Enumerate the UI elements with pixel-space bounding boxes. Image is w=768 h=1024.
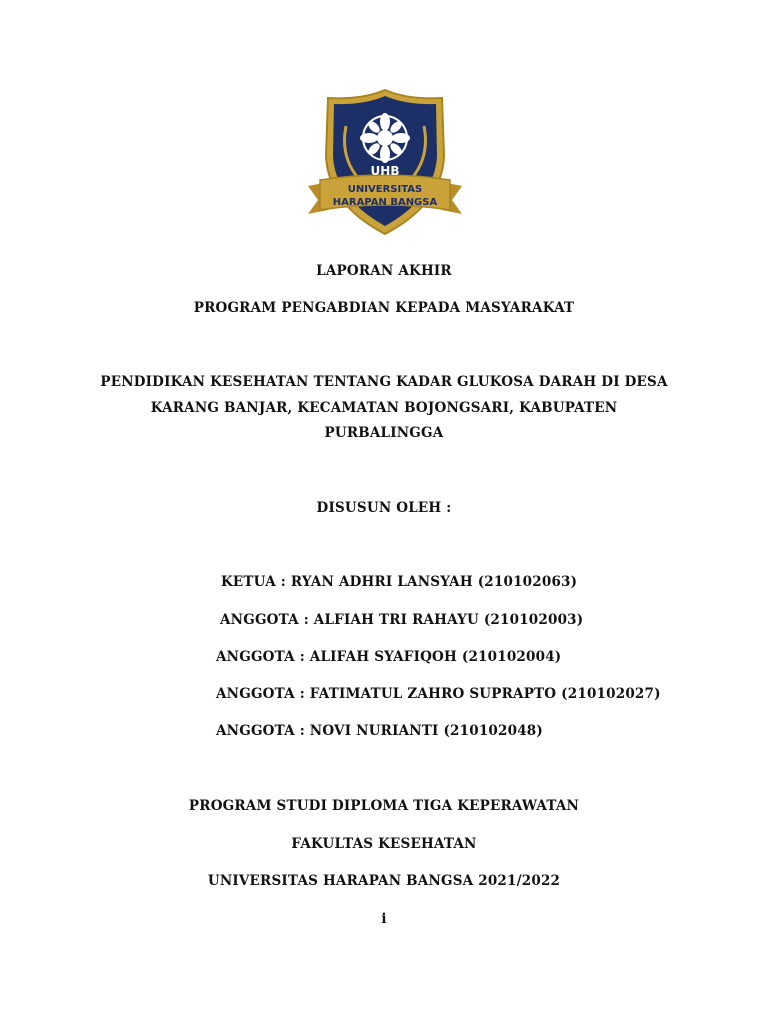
page-number: i [381, 911, 387, 927]
member-chair: KETUA : RYAN ADHRI LANSYAH (210102063) [221, 574, 578, 590]
university-logo [306, 86, 464, 238]
report-title-line-1: PENDIDIKAN KESEHATAN TENTANG KADAR GLUKOSA DARAH DI DESA [100, 374, 668, 390]
logo-name-line2: HARAPAN BANGSA [332, 197, 438, 208]
study-program: PROGRAM STUDI DIPLOMA TIGA KEPERAWATAN [188, 798, 580, 814]
member-item: ANGGOTA : FATIMATUL ZAHRO SUPRAPTO (210102027) [216, 686, 661, 702]
member-item: ANGGOTA : ALFIAH TRI RAHAYU (210102003) [220, 612, 584, 628]
university-year: UNIVERSITAS HARAPAN BANGSA 2021/2022 [207, 873, 561, 889]
faculty: FAKULTAS KESEHATAN [291, 836, 477, 852]
member-item: ANGGOTA : ALIFAH SYAFIQOH (210102004) [216, 649, 562, 665]
authored-by-heading: DISUSUN OLEH : [316, 500, 452, 516]
report-title-line-3: PURBALINGGA [324, 425, 444, 441]
report-title-line-2: KARANG BANJAR, KECAMATAN BOJONGSARI, KABUPATEN [150, 400, 618, 416]
member-item: ANGGOTA : NOVI NURIANTI (210102048) [216, 723, 543, 739]
report-program: PROGRAM PENGABDIAN KEPADA MASYARAKAT [193, 300, 575, 316]
report-type: LAPORAN AKHIR [316, 263, 452, 279]
logo-abbr: UHB [370, 164, 400, 178]
logo-name-line1: UNIVERSITAS [347, 184, 423, 195]
